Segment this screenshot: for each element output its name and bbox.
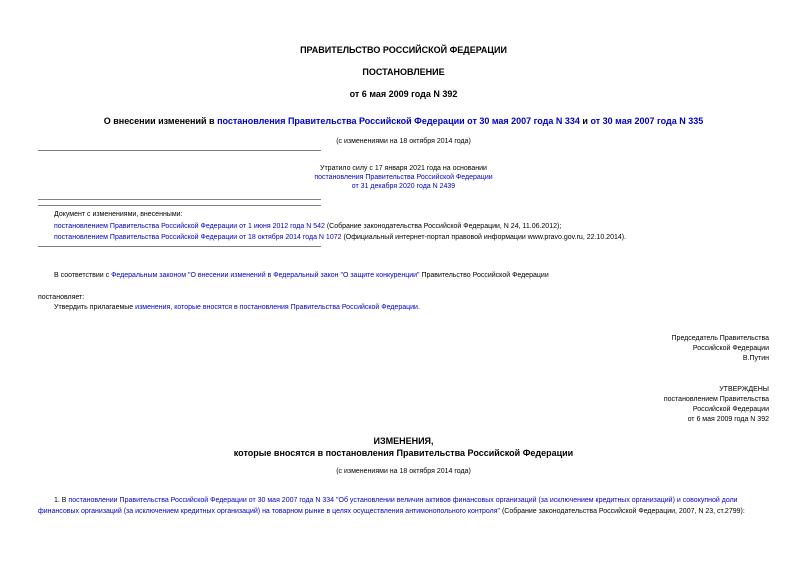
changes-revision-note: (с изменениями на 18 октября 2014 года): [336, 468, 471, 475]
doc-type-heading: ПОСТАНОВЛЕНИЕ: [362, 67, 445, 77]
changes-title-line1: ИЗМЕНЕНИЯ,: [373, 436, 434, 446]
approve-suffix: .: [417, 304, 420, 311]
revision-note: (с изменениями на 18 октября 2014 года): [336, 138, 471, 145]
signature-line2: Российской Федерации: [692, 345, 769, 352]
resolves-text: постановляет:: [38, 294, 85, 301]
changes-title-line2: которые вносятся в постановления Правительства Российской Федерации: [233, 448, 574, 458]
divider: [38, 150, 321, 151]
document-title: [0, 116, 807, 127]
approved-line3: Российской Федерации: [692, 406, 769, 413]
approve-text: [54, 303, 420, 312]
preamble-prefix: В соответствии с: [54, 272, 112, 279]
amendment-link-1072[interactable]: постановлением Правительства Российской Федерации от 18 октября 2014 года N 1072: [54, 234, 342, 241]
signature-line1: Председатель Правительства: [671, 335, 769, 342]
preamble-suffix: Правительство Российской Федерации: [419, 272, 549, 279]
approved-block: [664, 385, 769, 424]
change-point-1: [38, 495, 778, 517]
void-notice: [0, 164, 807, 191]
void-notice-line2: постановления Правительства Российской Федерации: [314, 174, 493, 181]
title-prefix: О внесении изменений в: [103, 116, 218, 126]
point1-prefix: 1. В: [54, 497, 69, 504]
resolution-334-link[interactable]: постановлении Правительства Российской Федерации от 30 мая 2007 года N 334 "Об установлении величин активов финансовых организаций (за исключением кредитных организаций) и совокупной доли финансовых организаций (за исключением кредитных организаций) на товарном рынке в целях осуществления антимонопольного контроля": [38, 497, 738, 515]
approve-prefix: Утвердить прилагаемые: [54, 304, 136, 311]
approved-line4: от 6 мая 2009 года N 392: [687, 416, 769, 423]
divider: [38, 205, 321, 206]
signature-block: [672, 334, 769, 363]
void-notice-line3: от 31 декабря 2020 года N 2439: [351, 183, 456, 190]
amendment-item-2: [54, 233, 626, 242]
amendment-link-542[interactable]: постановлением Правительства Российской Федерации от 1 июня 2012 года N 542: [54, 223, 325, 230]
amendments-heading: Документ с изменениями, внесенными:: [54, 211, 183, 218]
authority-heading: ПРАВИТЕЛЬСТВО РОССИЙСКОЙ ФЕДЕРАЦИИ: [300, 45, 507, 55]
changes-link[interactable]: изменения, которые вносятся в постановления Правительства Российской Федерации: [135, 304, 418, 311]
approved-line2: постановлением Правительства: [663, 396, 769, 403]
void-notice-link[interactable]: [0, 173, 807, 191]
approved-line1: УТВЕРЖДЕНЫ: [719, 386, 769, 393]
point1-suffix: (Собрание законодательства Российской Федерации, 2007, N 23, ст.2799):: [500, 508, 745, 515]
void-notice-line1: Утратило силу с 17 января 2021 года на основании: [320, 165, 487, 172]
doc-date-number: от 6 мая 2009 года N 392: [349, 89, 458, 99]
amendment-item-1: [54, 222, 561, 231]
divider: [38, 246, 321, 247]
signature-line3: В.Путин: [742, 355, 769, 362]
title-link-334[interactable]: постановления Правительства Российской Федерации от 30 мая 2007 года N 334: [217, 116, 580, 126]
federal-law-link[interactable]: Федеральным законом "О внесении изменений в Федеральный закон "О защите конкуренции": [111, 272, 420, 279]
title-link-335[interactable]: от 30 мая 2007 года N 335: [590, 116, 704, 126]
amendment-source-2: (Официальный интернет-портал правовой информации www.pravo.gov.ru, 22.10.2014).: [341, 234, 627, 241]
divider: [38, 199, 321, 200]
title-middle: и: [579, 116, 591, 126]
amendment-source-1: (Собрание законодательства Российской Федерации, N 24, 11.06.2012);: [324, 223, 562, 230]
preamble: [54, 271, 549, 280]
